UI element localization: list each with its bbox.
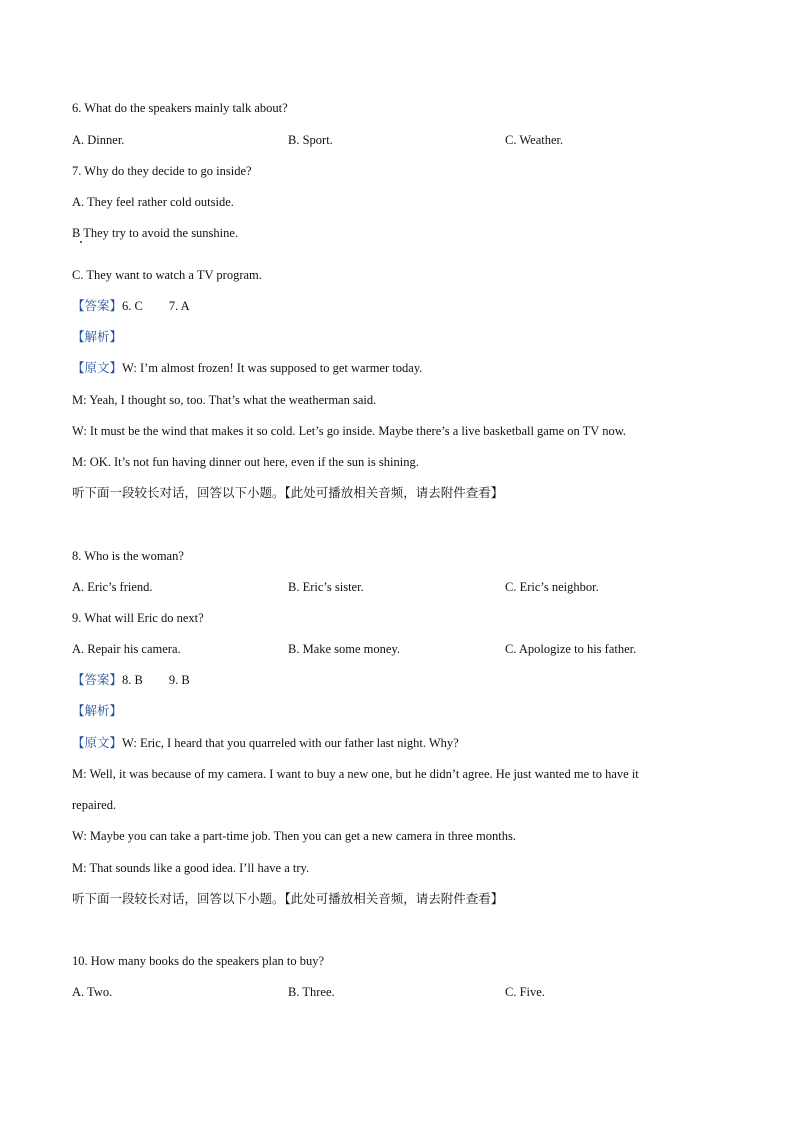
q7-option-c: C. They want to watch a TV program. [72,268,262,282]
q9-option-c: C. Apologize to his father. [505,642,637,656]
q6-option-a: A. Dinner. [72,133,125,147]
answer-q8: 8. B [122,673,143,687]
transcript-tag: 【原文】 [72,360,123,375]
question-7: 7. Why do they decide to go inside? [72,164,252,178]
transcript-1-w1: 【原文】W: I’m almost frozen! It was supposed to get warmer today. [72,360,423,375]
question-8: 8. Who is the woman? [72,549,184,563]
listening-instruction-2: 听下面一段较长对话，回答以下小题。【此处可播放相关音频，请去附件查看】 [72,891,504,906]
transcript-2-m1: M: Well, it was because of my camera. I want to buy a new one, but he didn’t agree. He just wanted me to have it [72,767,639,781]
transcript-1-w2: W: It must be the wind that makes it so cold. Let’s go inside. Maybe there’s a live basketball game on TV now. [72,424,627,438]
q8-option-a: A. Eric’s friend. [72,580,153,594]
transcript-2-w2: W: Maybe you can take a part-time job. Then you can get a new camera in three months. [72,829,516,843]
transcript-1-m2: M: OK. It’s not fun having dinner out here, even if the sun is shining. [72,455,419,469]
stray-dot [80,241,82,243]
q6-option-c: C. Weather. [505,133,564,147]
transcript-tag: 【原文】 [72,735,123,750]
q7-option-a: A. They feel rather cold outside. [72,195,234,209]
answer-q9: 9. B [168,673,190,687]
q10-option-a: A. Two. [72,985,113,999]
analysis-heading-2: 【解析】 [72,703,123,718]
q8-option-c: C. Eric’s neighbor. [505,580,599,594]
q10-option-b: B. Three. [288,985,335,999]
answer-q7: 7. A [168,299,190,313]
listening-instruction-1: 听下面一段较长对话，回答以下小题。【此处可播放相关音频，请去附件查看】 [72,485,504,500]
q7-option-b: B They try to avoid the sunshine. [72,226,239,240]
q10-option-c: C. Five. [505,985,545,999]
q8-option-b: B. Eric’s sister. [288,580,364,594]
question-10: 10. How many books do the speakers plan to buy? [72,954,325,968]
answer-tag: 【答案】 [72,672,123,687]
q9-option-b: B. Make some money. [288,642,401,656]
answer-line-1 [72,298,190,314]
answer-q6: 6. C [122,299,143,313]
transcript-2-m2: M: That sounds like a good idea. I’ll have a try. [72,861,310,875]
answer-line-2 [72,672,190,688]
q6-option-b: B. Sport. [288,133,333,147]
transcript-2-m1-cont: repaired. [72,798,117,812]
transcript-1-m1: M: Yeah, I thought so, too. That’s what the weatherman said. [72,393,377,407]
analysis-heading-1: 【解析】 [72,329,123,344]
answer-tag: 【答案】 [72,298,123,313]
question-6: 6. What do the speakers mainly talk about? [72,101,288,115]
q9-option-a: A. Repair his camera. [72,642,181,656]
transcript-2-w1: 【原文】W: Eric, I heard that you quarreled with our father last night. Why? [72,735,459,750]
question-9: 9. What will Eric do next? [72,611,204,625]
